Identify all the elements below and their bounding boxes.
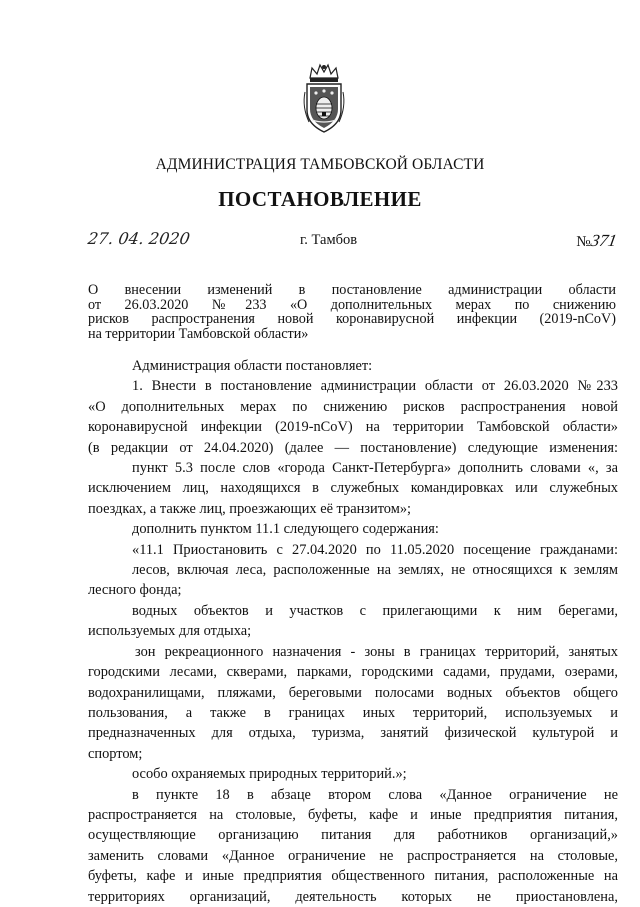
document-subject [88, 283, 616, 341]
subject-line: рисков распространения новой коронавирусной инфекции (2019-nCoV) [88, 311, 616, 327]
body-line: в пункте 18 в абзаце втором слова «Данное ограничение не [132, 786, 618, 803]
body-line: поездках, а также лиц, проезжающих её транзитом»; [88, 500, 412, 517]
document-number [576, 231, 616, 251]
subject-line: на территории Тамбовской области» [88, 325, 309, 342]
body-line: осуществляющие организацию питания для работников организаций,» [88, 827, 618, 844]
subject-line: О внесении изменений в постановление администрации области [88, 282, 616, 298]
body-line: водохранилищами, пляжами, береговыми полосами водных объектов общего [88, 684, 618, 701]
body-line: 1. Внести в постановление администрации области от 26.03.2020 №233 [132, 378, 618, 395]
body-line: распространяется на столовые, буфеты, кафе и иные предприятия питания, [88, 806, 618, 823]
body-line: зон рекреационного назначения - зоны в границах территорий, занятых [135, 643, 618, 660]
body-line: территориях организаций, деятельность которых не приостановлена, [88, 888, 618, 905]
body-line: спортом; [88, 745, 143, 762]
body-line: Администрация области постановляет: [132, 358, 373, 374]
body-line: используемых для отдыха; [88, 623, 252, 640]
coat-of-arms-emblem [300, 62, 348, 137]
body-line: дополнить пунктом 11.1 следующего содержания: [132, 521, 439, 538]
body-line: заменить словами «Данное ограничение не распространяется на столовые, [88, 847, 618, 864]
number-sign: № [576, 234, 591, 250]
body-line: особо охраняемых природных территорий.»; [132, 766, 407, 783]
handwritten-number: 371 [588, 231, 618, 250]
body-line: пользования, а также в границах иных территорий, используемых и [88, 704, 618, 721]
issuer-name: АДМИНИСТРАЦИЯ ТАМБОВСКОЙ ОБЛАСТИ [155, 156, 485, 173]
city-name: г. Тамбов [300, 232, 358, 248]
body-line: пункт 5.3 после слов «города Санкт-Петербурга» дополнить словами «, за [132, 460, 618, 477]
body-line: предназначенных для отдыха, туризма, занятий физической культурой и [88, 725, 618, 742]
date-line [88, 229, 616, 257]
body-line: буфеты, кафе и иные предприятия общественного питания, расположенные на [88, 868, 618, 885]
body-line: (в редакции от 24.04.2020) (далее — постановление) следующие изменения: [88, 439, 618, 456]
body-line: городскими лесами, скверами, парками, городскими садами, прудами, озерами, [88, 664, 618, 681]
body-line: лесного фонда; [88, 582, 182, 599]
document-body [88, 356, 618, 907]
body-line: исключением лиц, находящихся в служебных командировках или служебных [88, 480, 618, 497]
body-line: «О дополнительных мерах по снижению рисков распространения новой [88, 398, 618, 415]
handwritten-date: 27. 04. 2020 [86, 229, 192, 248]
body-line: водных объектов и участков с прилегающими к ним берегами, [132, 602, 618, 619]
body-line: лесов, включая леса, расположенные на землях, не относящихся к землям [132, 562, 618, 579]
body-line: коронавирусной инфекции (2019-nCoV) на территории Тамбовской области» [88, 419, 618, 436]
subject-line: от 26.03.2020 №233 «О дополнительных мерах по снижению [88, 296, 616, 313]
document-title: ПОСТАНОВЛЕНИЕ [218, 187, 422, 211]
body-line: «11.1 Приостановить с 27.04.2020 по 11.05.2020 посещение гражданами: [132, 541, 618, 558]
